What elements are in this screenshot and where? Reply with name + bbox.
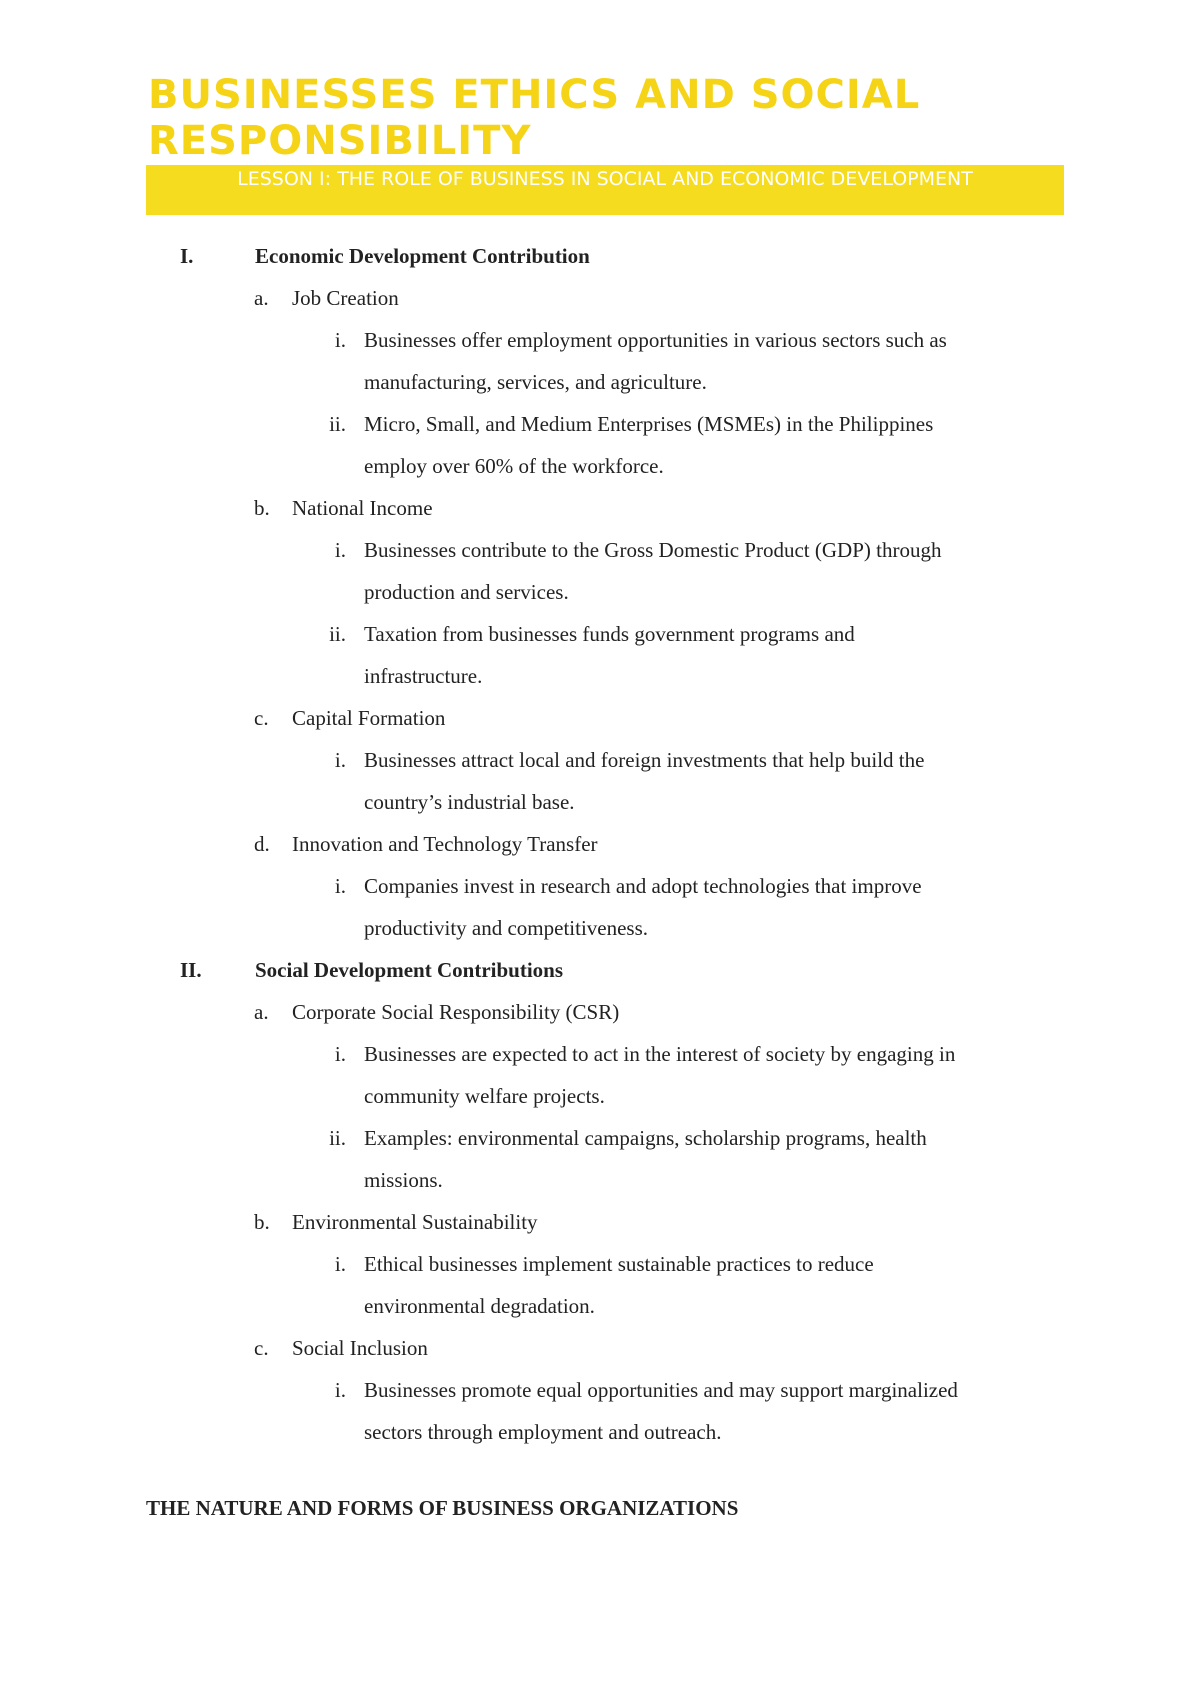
- point-item: [0, 1369, 1200, 1411]
- point-continuation: [0, 1285, 1200, 1327]
- point-item: [0, 1033, 1200, 1075]
- list-marker: b.: [254, 1210, 270, 1234]
- list-item-text: productivity and competitiveness.: [364, 916, 649, 940]
- list-item-text: Businesses promote equal opportunities and may support marginalized: [364, 1378, 958, 1402]
- list-marker: b.: [254, 496, 270, 520]
- list-item-text: Businesses are expected to act in the interest of society by engaging in: [364, 1042, 956, 1066]
- list-item-text: Micro, Small, and Medium Enterprises (MSMEs) in the Philippines: [364, 412, 934, 436]
- outline-list: [0, 235, 1200, 1453]
- list-item-text: Businesses attract local and foreign investments that help build the: [364, 748, 925, 772]
- list-item-text: manufacturing, services, and agriculture.: [364, 370, 707, 394]
- point-continuation: [0, 1411, 1200, 1453]
- lesson-banner: LESSON I: THE ROLE OF BUSINESS IN SOCIAL AND ECONOMIC DEVELOPMENT: [146, 165, 1064, 215]
- list-item-text: infrastructure.: [364, 664, 483, 688]
- list-marker: ii.: [329, 412, 346, 436]
- list-item-text: country’s industrial base.: [364, 790, 575, 814]
- list-marker: i.: [334, 328, 346, 352]
- subsection-item: [0, 1327, 1200, 1369]
- list-item-text: Taxation from businesses funds government programs and: [364, 622, 855, 646]
- subsection-item: [0, 697, 1200, 739]
- list-item-text: missions.: [364, 1168, 443, 1192]
- subsection-item: [0, 991, 1200, 1033]
- list-marker: c.: [254, 1336, 269, 1360]
- point-item: [0, 865, 1200, 907]
- list-marker: i.: [334, 874, 346, 898]
- list-item-text: environmental degradation.: [364, 1294, 595, 1318]
- list-item-text: Social Development Contributions: [255, 958, 564, 982]
- list-marker: i.: [334, 1042, 346, 1066]
- point-continuation: [0, 1075, 1200, 1117]
- list-marker: a.: [254, 286, 269, 310]
- point-item: [0, 739, 1200, 781]
- list-item-text: Job Creation: [292, 286, 399, 310]
- list-item-text: Economic Development Contribution: [255, 244, 590, 268]
- list-marker: i.: [334, 748, 346, 772]
- point-item: [0, 1243, 1200, 1285]
- point-continuation: [0, 1159, 1200, 1201]
- subsection-item: [0, 823, 1200, 865]
- point-continuation: [0, 571, 1200, 613]
- list-marker: a.: [254, 1000, 269, 1024]
- point-item: [0, 403, 1200, 445]
- list-item-text: Social Inclusion: [292, 1336, 428, 1360]
- list-item-text: employ over 60% of the workforce.: [364, 454, 664, 478]
- list-item-text: Businesses contribute to the Gross Domestic Product (GDP) through: [364, 538, 942, 562]
- list-item-text: production and services.: [364, 580, 569, 604]
- point-continuation: [0, 361, 1200, 403]
- subsection-item: [0, 1201, 1200, 1243]
- list-item-text: Businesses offer employment opportunities in various sectors such as: [364, 328, 947, 352]
- list-item-text: sectors through employment and outreach.: [364, 1420, 722, 1444]
- list-marker: d.: [254, 832, 270, 856]
- subsection-item: [0, 487, 1200, 529]
- point-item: [0, 319, 1200, 361]
- section-heading: THE NATURE AND FORMS OF BUSINESS ORGANIZATIONS: [146, 1496, 739, 1520]
- list-marker: i.: [334, 1378, 346, 1402]
- point-item: [0, 529, 1200, 571]
- point-continuation: [0, 781, 1200, 823]
- subsection-item: [0, 277, 1200, 319]
- document-title: BUSINESSES ETHICS AND SOCIAL RESPONSIBILITY: [148, 72, 921, 164]
- list-marker: I.: [180, 244, 194, 268]
- list-item-text: Corporate Social Responsibility (CSR): [292, 1000, 620, 1024]
- list-item-text: Capital Formation: [292, 706, 446, 730]
- list-marker: ii.: [329, 1126, 346, 1150]
- point-item: [0, 613, 1200, 655]
- list-item-text: Examples: environmental campaigns, scholarship programs, health: [364, 1126, 927, 1150]
- list-marker: i.: [334, 1252, 346, 1276]
- point-continuation: [0, 907, 1200, 949]
- point-continuation: [0, 655, 1200, 697]
- list-marker: i.: [334, 538, 346, 562]
- list-item-text: Ethical businesses implement sustainable practices to reduce: [364, 1252, 874, 1276]
- list-item-text: Companies invest in research and adopt technologies that improve: [364, 874, 922, 898]
- point-continuation: [0, 445, 1200, 487]
- section-heading-item: [0, 235, 1200, 277]
- list-item-text: Environmental Sustainability: [292, 1210, 538, 1234]
- section-heading-item: [0, 949, 1200, 991]
- list-marker: ii.: [329, 622, 346, 646]
- list-marker: c.: [254, 706, 269, 730]
- point-item: [0, 1117, 1200, 1159]
- list-item-text: Innovation and Technology Transfer: [292, 832, 598, 856]
- list-marker: II.: [180, 958, 202, 982]
- list-item-text: National Income: [292, 496, 433, 520]
- list-item-text: community welfare projects.: [364, 1084, 605, 1108]
